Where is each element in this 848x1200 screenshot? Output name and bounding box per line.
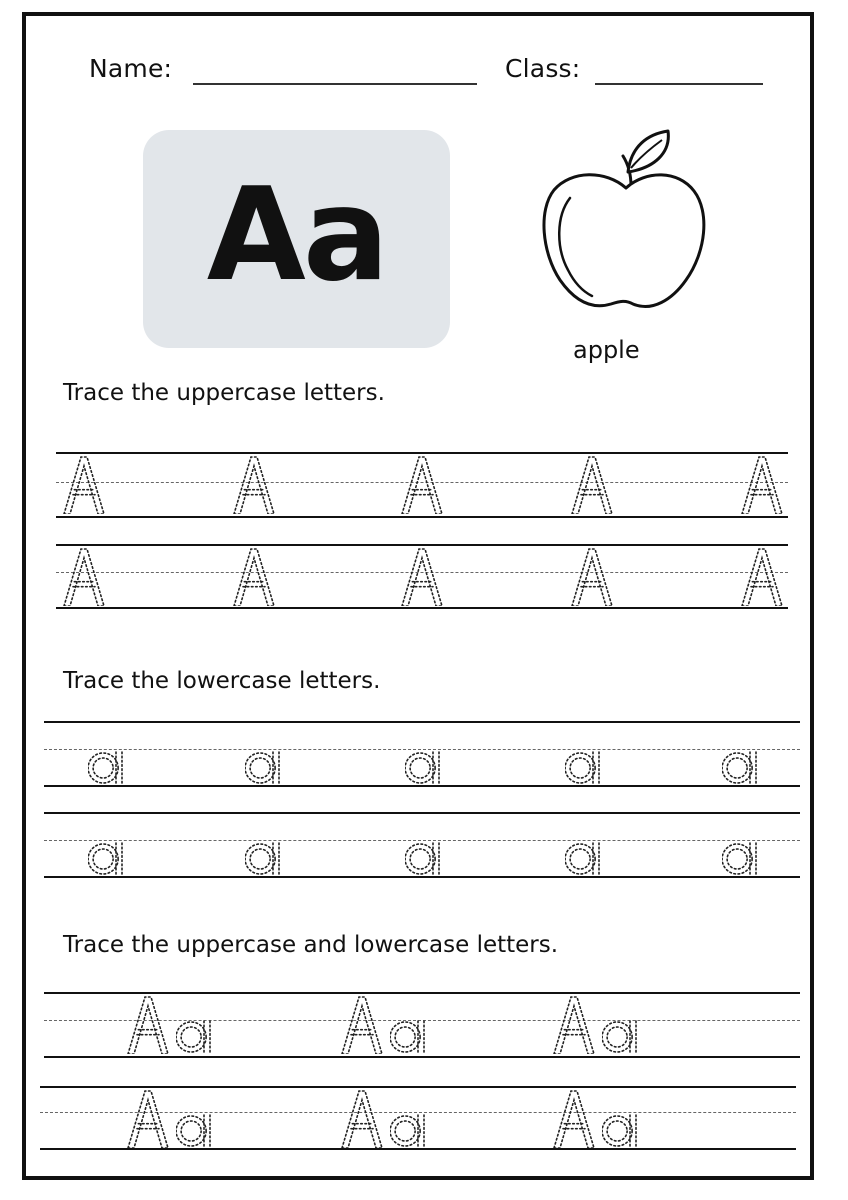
instruction-uppercase: Trace the uppercase letters. <box>63 380 385 406</box>
instruction-lowercase: Trace the lowercase letters. <box>63 668 381 694</box>
trace-mixed-lower-a <box>390 1020 426 1054</box>
top-line <box>40 1086 796 1088</box>
trace-lowercase-a <box>722 842 758 876</box>
trace-uppercase-a <box>232 456 276 514</box>
trace-mixed-upper-a <box>126 996 170 1054</box>
trace-lowercase-a <box>405 842 441 876</box>
trace-lowercase-a <box>722 751 758 785</box>
base-line <box>44 1056 800 1058</box>
trace-lowercase-a <box>565 842 601 876</box>
trace-mixed-lower-a <box>176 1020 212 1054</box>
class-field[interactable] <box>595 83 763 85</box>
base-line <box>44 876 800 878</box>
letter-card-glyph: Aa <box>206 161 387 310</box>
trace-mixed-lower-a <box>602 1020 638 1054</box>
trace-mixed-upper-a <box>340 996 384 1054</box>
apple-icon <box>536 128 716 324</box>
base-line <box>44 785 800 787</box>
trace-lowercase-a <box>245 842 281 876</box>
trace-mixed-lower-a <box>602 1114 638 1148</box>
picture-word: apple <box>573 336 640 364</box>
trace-uppercase-a <box>400 456 444 514</box>
top-line <box>44 721 800 723</box>
trace-uppercase-a <box>740 456 784 514</box>
trace-lowercase-a <box>88 842 124 876</box>
mid-line <box>44 749 800 750</box>
trace-mixed-upper-a <box>552 1090 596 1148</box>
trace-lowercase-a <box>405 751 441 785</box>
top-line <box>44 992 800 994</box>
letter-card <box>143 130 450 348</box>
trace-mixed-upper-a <box>340 1090 384 1148</box>
trace-mixed-upper-a <box>552 996 596 1054</box>
base-line <box>56 516 788 518</box>
trace-lowercase-a <box>245 751 281 785</box>
trace-mixed-lower-a <box>176 1114 212 1148</box>
trace-uppercase-a <box>62 456 106 514</box>
trace-lowercase-a <box>565 751 601 785</box>
mid-line <box>44 840 800 841</box>
trace-uppercase-a <box>570 456 614 514</box>
top-line <box>44 812 800 814</box>
top-line <box>56 452 788 454</box>
trace-uppercase-a <box>740 548 784 606</box>
trace-lowercase-a <box>88 751 124 785</box>
class-label: Class: <box>505 54 581 83</box>
trace-uppercase-a <box>570 548 614 606</box>
base-line <box>56 607 788 609</box>
trace-mixed-lower-a <box>390 1114 426 1148</box>
trace-mixed-upper-a <box>126 1090 170 1148</box>
trace-uppercase-a <box>400 548 444 606</box>
base-line <box>40 1148 796 1150</box>
trace-uppercase-a <box>232 548 276 606</box>
name-field[interactable] <box>193 83 477 85</box>
trace-uppercase-a <box>62 548 106 606</box>
name-label: Name: <box>89 54 173 83</box>
top-line <box>56 544 788 546</box>
instruction-mixed: Trace the uppercase and lowercase letters. <box>63 932 559 958</box>
